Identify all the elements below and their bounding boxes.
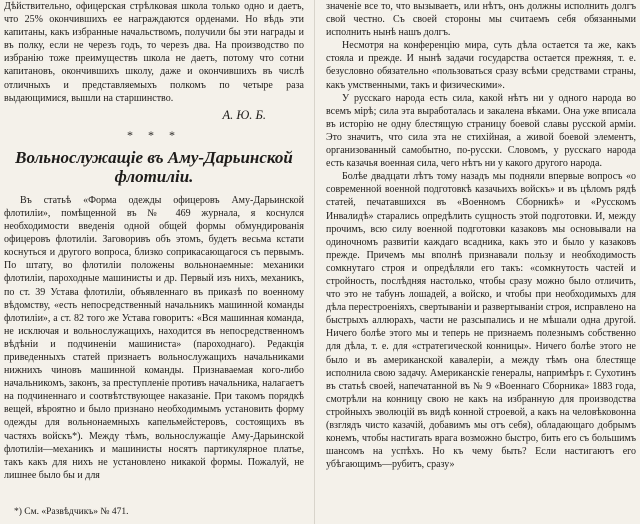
intro-paragraph: Дѣйствительно, офицерская стрѣлковая школа только одно и даетъ, что 25% окончившихъ ее награждаются орденами. Но вѣдь эти капитаны, какъ избранные начальствомъ, получили бы эти награды и въ полку, если не черезъ годъ, то черезъ два. На производство по избранію тоже преимуществъ школа не даетъ, потому что сотни капитановъ, окончившихъ школу, даже и окончившихъ въ числѣ отличныхъ и представляемыхъ полкомъ по четыре раза выдающимися, вышли на старшинство. — [4, 1, 304, 104]
paragraph-4: Болѣе двадцати лѣтъ тому назадъ мы подняли впервые вопросъ «о современной военной подготовкѣ казачьихъ войскъ» и въ цѣломъ рядѣ статей, печатавшихся въ «Военномъ Сборникѣ» и «Русскомъ Инвалидѣ» старались опредѣлить сущность этой подготовки. И, между прочимъ, всю силу военной подготовки казаковъ мы основывали на одиночномъ развитіи каждаго всадника, какъ это и было у казаковъ прежде. Причемъ мы вполнѣ признавали пользу и необходимость сомкнутаго строя и опредѣляли его такъ: «сомкнутость частей и стройность, послѣдняя настолько, чтобы сразу можно было отличить, что это не табунъ лошадей, а войско, и чтобы при необходимыхъ для дѣла перестроеніяхъ, свертываніи и развертываніи строя, исправлено на быстрыхъ аллюрахъ, части не разсыпались и не мѣшали одна другой. Ничего болѣе этого мы и теперь не признаемъ полезнымъ собственно для дѣла, т. е. для «стратегической конницы». Ничего болѣе этого не было и въ американской кавалеріи, а между тѣмъ она блестяще исполнила свою задачу. Американскіе генералы, напримѣръ г. Сухотинъ въ статьѣ своей, напечатанной въ № 9 «Военнаго Сборника» 1883 года, смотрѣли на конницу свою не какъ на избранную для производства стройныхъ эволюцій въ видѣ конной строевой, а какъ на человѣковонна (взглядъ чисто казачій, добавимъ мы отъ себя), обладающаго добрымъ конемъ, чтобы настигать врага возможно быстро, бить его съ большимъ шансомъ на успѣхъ. Но къ чему быть? Если настигаютъ его убѣгающимъ—рубитъ, сразу» — [326, 171, 636, 471]
left-column — [4, 0, 304, 482]
column-divider — [314, 0, 315, 524]
footnote: *) См. «Развѣдчикъ» № 471. — [14, 507, 129, 517]
paragraph-1: значеніе все то, что вызываетъ, или нѣтъ, онъ должны исполнить долгъ свой честно. Съ своей стороны мы считаемъ себя обязанными исполнить нынѣ нашъ долгъ. — [326, 1, 636, 39]
paragraph-2: Несмотря на конференцію мира, суть дѣла остается та же, какъ стояла и прежде. И нынѣ задачи государства остается прежняя, т. е. безусловно обязательно «пользоваться сразу всѣми средствами страны, какъ умственными, такъ и физическими». — [326, 40, 636, 91]
author-signature: А. Ю. Б. — [222, 107, 266, 122]
article-body: Въ статьѣ «Форма одежды офицеровъ Аму-Дарьинской флотиліи», помѣщенной въ № 469 журнала, я коснулся необходимости введенія одной общей формы обмундированія офицеровъ флотиліи. Заговоривъ объ этомъ, будетъ весьма кстати коснуться и другого вопроса, близко соприкасающагося съ первымъ. По штату, во флотиліи положены вольнонаемные: механики флотиліи, пароходные машинисты и др. Первый изъ нихъ, механикъ, по ст. 39 Устава флотиліи, объявленнаго въ приказѣ по военному вѣдомству, «есть непосредственный начальникъ машинной команды флотиліи», а ст. 82 того же Устава говоритъ: «Вся машинная команда, не исключая и вольнослужащихъ, находится въ непосредственномъ вѣдѣніи и подчиненіи машиниста» (пароходнаго). Редакція приведенныхъ статей признаетъ вольнослужащихъ начальниками нижнихъ чиновъ машинной команды. Признаваемая кого-либо начальникомъ, законъ, за преступленіе противъ начальника, налагаетъ на подчиненнаго и соотвѣтствующее наказаніе. При такомъ порядкѣ вещей, вѣроятно и было признано необходимымъ установить форму одежды для вольнонаемныхъ капельмейстеровъ, состоящихъ въ частяхъ войскъ*). Между тѣмъ, вольнослужащіе Аму-Дарьинской флотиліи—механикъ и машинисты носятъ партикулярное платье, такъ какъ для нихъ не установлено никакой формы. Пожалуй, не лишнее было бы и для — [4, 194, 304, 481]
right-column — [326, 0, 636, 471]
article-title: Вольнослужащіе въ Аму-Дарьинской флотиліи. — [15, 147, 293, 186]
section-separator: * * * — [127, 127, 181, 142]
paragraph-3: У русскаго народа есть сила, какой нѣтъ ни у одного народа во всемъ мірѣ; сила эта выработалась и закалена вѣками. Она уже вписала въ исторію не одну блестящую страницу боевой славы русской арміи. Это значитъ, что сила эта не стихійная, а живой боевой элементъ, организованный самобытно, по-русски. Словомъ, у русскаго народа есть казачья военная сила, чего нѣтъ ни у какого другого народа. — [326, 92, 636, 170]
